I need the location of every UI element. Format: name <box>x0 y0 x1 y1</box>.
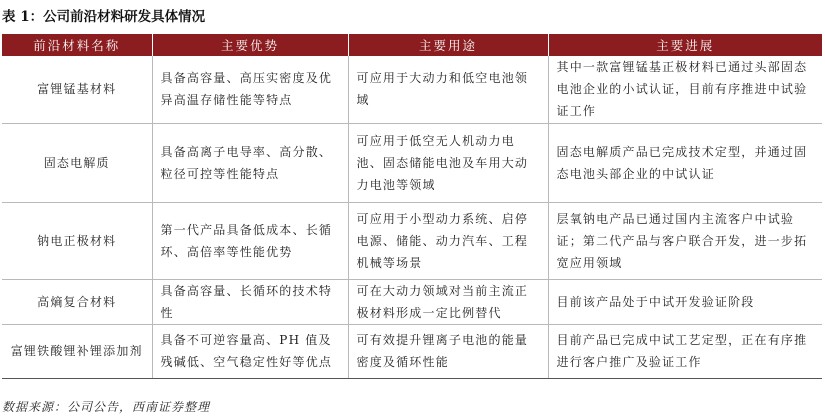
header-progress: 主要进展 <box>548 34 822 56</box>
material-name-cell: 高熵复合材料 <box>2 279 152 324</box>
progress-cell: 层氧钠电产品已通过国内主流客户中试验证；第二代产品与客户联合开发，进一步拓宽应用领域 <box>548 202 822 279</box>
advantage-cell: 具备高容量、长循环的技术特性 <box>152 279 348 324</box>
table-row <box>2 324 822 378</box>
materials-table <box>2 34 822 379</box>
advantage-cell: 具备不可逆容量高、PH 值及残碱低、空气稳定性好等优点 <box>152 324 348 378</box>
material-name-cell: 固态电解质 <box>2 123 152 202</box>
table-row <box>2 123 822 202</box>
advantage-cell: 具备高离子电导率、高分散、粒径可控等性能特点 <box>152 123 348 202</box>
table-row <box>2 279 822 324</box>
usage-cell: 可应用于小型动力系统、启停电源、储能、动力汽车、工程机械等场景 <box>348 202 548 279</box>
header-advantage: 主要优势 <box>152 34 348 56</box>
header-usage: 主要用途 <box>348 34 548 56</box>
table-caption: 表 1：公司前沿材料研发具体情况 <box>2 9 206 25</box>
usage-cell: 可在大动力领域对当前主流正极材料形成一定比例替代 <box>348 279 548 324</box>
advantage-cell: 具备高容量、高压实密度及优异高温存储性能等特点 <box>152 56 348 123</box>
usage-cell: 可有效提升锂离子电池的能量密度及循环性能 <box>348 324 548 378</box>
material-name-cell: 钠电正极材料 <box>2 202 152 279</box>
header-material-name: 前沿材料名称 <box>2 34 152 56</box>
progress-cell: 固态电解质产品已完成技术定型，并通过固态电池头部企业的中试认证 <box>548 123 822 202</box>
table-row <box>2 56 822 123</box>
progress-cell: 目前该产品处于中试开发验证阶段 <box>548 279 822 324</box>
material-name-cell: 富锂铁酸锂补锂添加剂 <box>2 324 152 378</box>
header-row <box>2 34 822 56</box>
material-name-cell: 富锂锰基材料 <box>2 56 152 123</box>
usage-cell: 可应用于低空无人机动力电池、固态储能电池及车用大动力电池等领域 <box>348 123 548 202</box>
usage-cell: 可应用于大动力和低空电池领域 <box>348 56 548 123</box>
table-row <box>2 202 822 279</box>
progress-cell: 其中一款富锂锰基正极材料已通过头部固态电池企业的小试认证，目前有序推进中试验证工作 <box>548 56 822 123</box>
progress-cell: 目前产品已完成中试工艺定型，正在有序推进行客户推广及验证工作 <box>548 324 822 378</box>
advantage-cell: 第一代产品具备低成本、长循环、高倍率等性能优势 <box>152 202 348 279</box>
data-source-note: 数据来源：公司公告，西南证券整理 <box>2 400 211 414</box>
